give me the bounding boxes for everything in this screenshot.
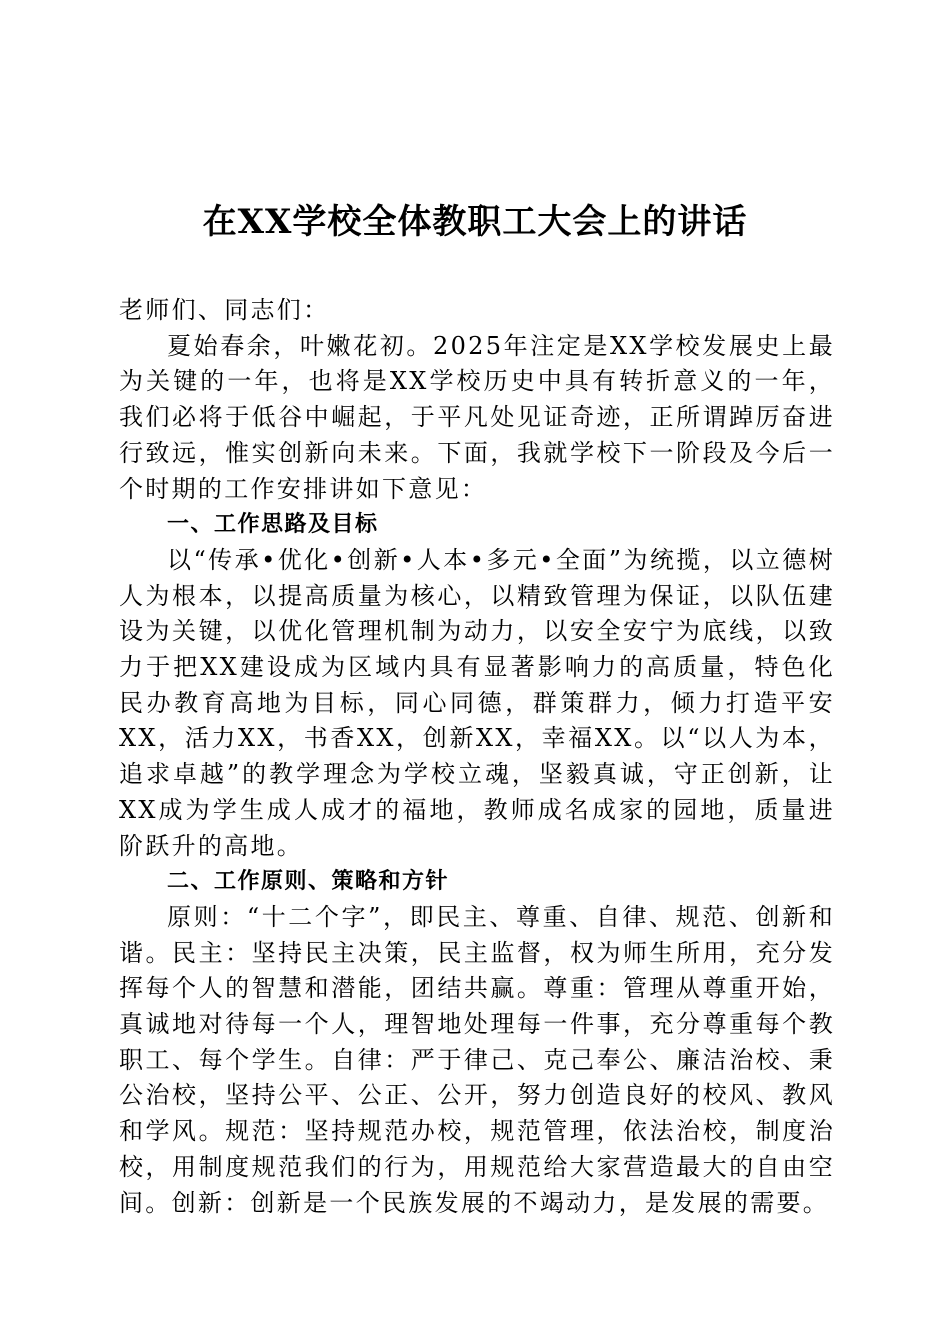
section-heading-2: 二、工作原则、策略和方针 bbox=[167, 869, 450, 895]
paragraph-goals: 以“传承•优化•创新•人本•多元•全面”为统揽，以立德树人为根本，以提高质量为核心，以精致管理为保证，以队伍建设为关键，以优化管理机制为动力，以安全安宁为底线，以致力于把XX建设成为区域内具有显著影响力的高质量，特色化民办教育高地为目标，同心同德，群策群力，倾力打造平安XX，活力XX，书香XX，创新XX，幸福XX。以“以人为本，追求卓越”的教学理念为学校立魂，坚毅真诚，守正创新，让XX成为学生成人成才的福地，教师成名成家的园地，质量进阶跃升的高地。 bbox=[119, 545, 835, 860]
document-title: 在XX学校全体教职工大会上的讲话 bbox=[202, 202, 748, 242]
paragraph-principles: 原则：“十二个字”，即民主、尊重、自律、规范、创新和谐。民主：坚持民主决策，民主监督，权为师生所用，充分发挥每个人的智慧和潜能，团结共赢。尊重：管理从尊重开始，真诚地对待每一个人，理智地处理每一件事，充分尊重每个教职工、每个学生。自律：严于律己、克己奉公、廉洁治校、秉公治校，坚持公平、公正、公开，努力创造良好的校风、教风和学风。规范：坚持规范办校，规范管理，依法治校，制度治校，用制度规范我们的行为，用规范给大家营造最大的自由空间。创新：创新是一个民族发展的不竭动力，是发展的需要。 bbox=[119, 902, 835, 1217]
paragraph-intro: 夏始春余，叶嫩花初。2025年注定是XX学校发展史上最为关键的一年，也将是XX学校历史中具有转折意义的一年，我们必将于低谷中崛起，于平凡处见证奇迹，正所谓踔厉奋进行致远，惟实创新向未来。下面，我就学校下一阶段及今后一个时期的工作安排讲如下意见： bbox=[119, 331, 835, 503]
salutation: 老师们、同志们： bbox=[119, 296, 330, 324]
section-heading-1: 一、工作思路及目标 bbox=[167, 512, 379, 538]
document-body bbox=[119, 293, 835, 1221]
